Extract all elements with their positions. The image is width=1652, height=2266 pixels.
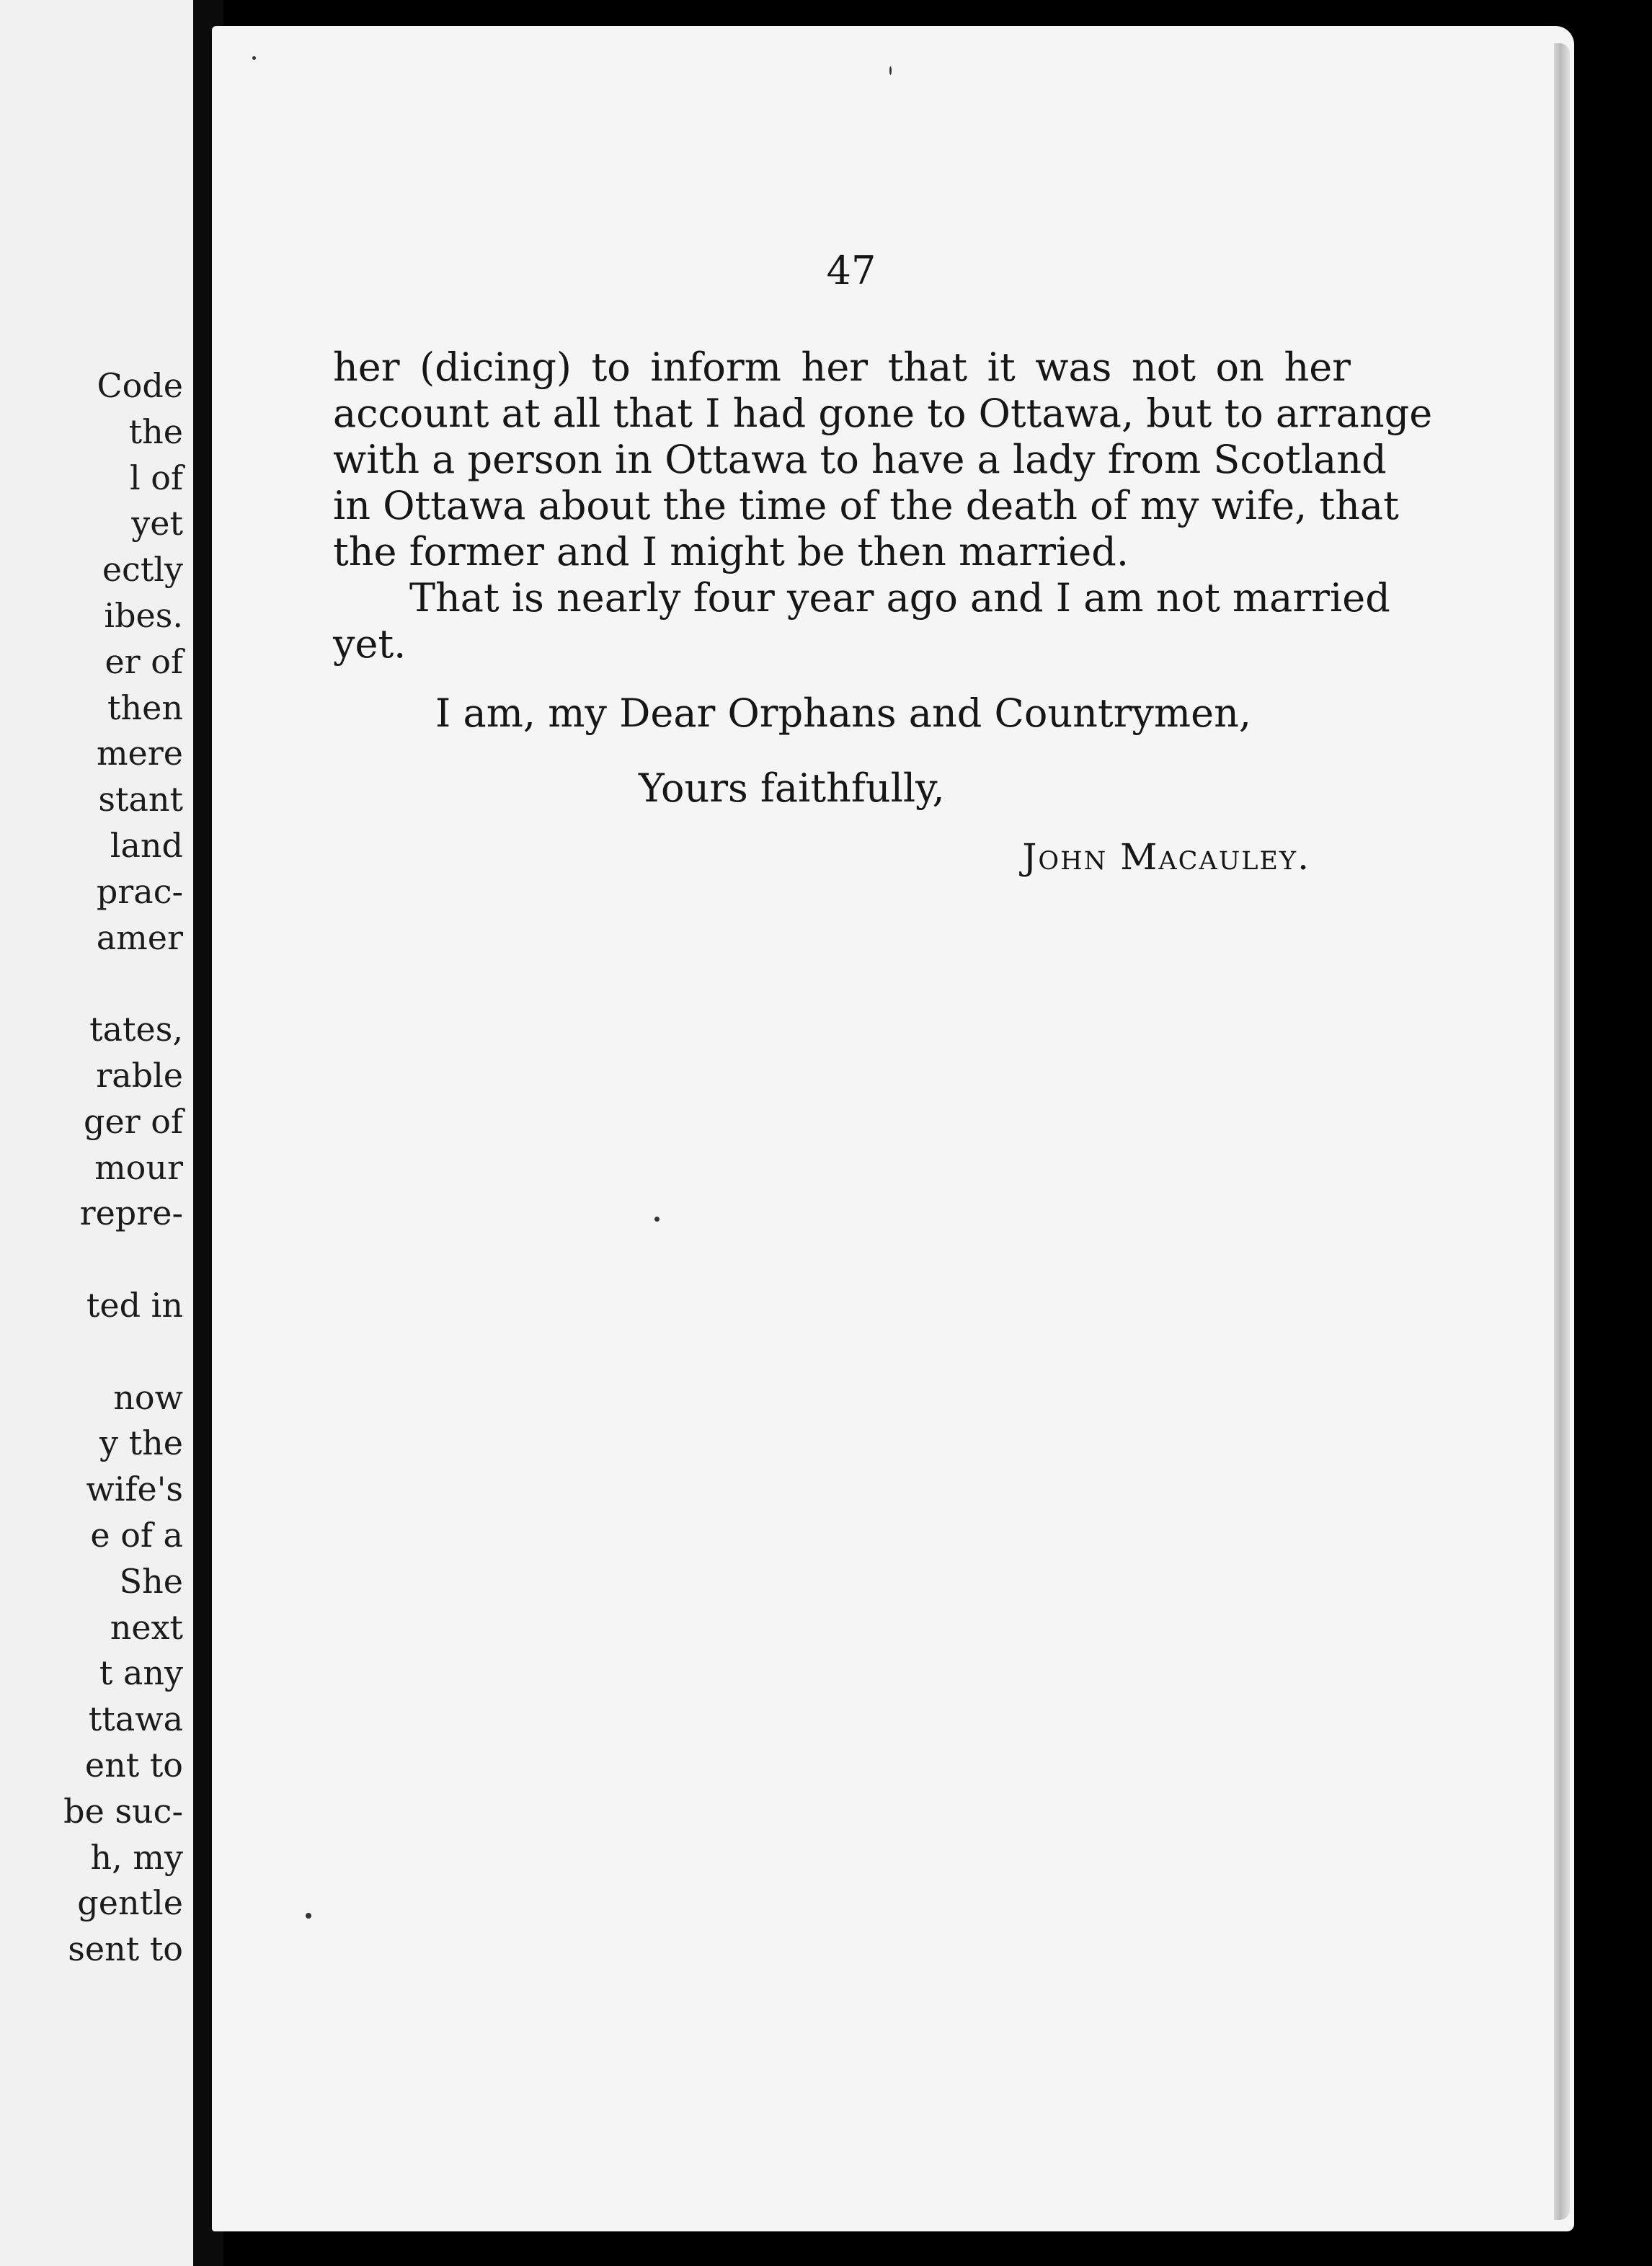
previous-page-line: ectly [102,550,183,589]
body-line: account at all that I had gone to Ottawa, but to arrange [333,391,1433,436]
signature: John Macauley. [1022,836,1310,878]
previous-page-line: mour [94,1148,183,1187]
previous-page-line: mere [96,734,183,773]
previous-page-line: y the [99,1423,183,1462]
closing-salutation: I am, my Dear Orphans and Countrymen, [435,690,1252,736]
previous-page-line: l of [129,458,183,497]
previous-page-line: er of [105,642,183,681]
paper-speck [306,1913,311,1919]
previous-page-line: gentle [77,1883,183,1922]
letter-body [333,345,1433,667]
previous-page-line: ibes. [104,596,183,635]
previous-page-line: Code [97,366,183,405]
previous-page-line: t any [99,1653,183,1692]
body-line: the former and I might be then married. [333,529,1129,574]
previous-page-line: ted in [86,1286,183,1325]
previous-page-line: ttawa [88,1700,183,1738]
valediction: Yours faithfully, [639,765,945,811]
body-line: with a person in Ottawa to have a lady from Scotland [333,437,1387,482]
previous-page-line: be suc- [63,1792,183,1831]
previous-page-line: She [119,1562,183,1601]
previous-page-line: ent to [84,1746,183,1785]
previous-page-line: repre- [79,1194,183,1232]
body-line: That is nearly four year ago and I am not married [409,575,1390,621]
previous-page-line: prac- [96,872,183,911]
body-line: her (dicing) to inform her that it was not on her [333,345,1351,390]
previous-page-line: yet [131,504,183,543]
previous-page-line: amer [96,918,183,957]
previous-page-line: land [110,826,183,865]
paper-speck [654,1217,660,1222]
previous-page-line: e of a [90,1516,183,1555]
previous-page-line: sent to [68,1929,183,1968]
previous-page-line: stant [98,780,183,819]
previous-page-line: then [107,688,183,727]
previous-page-line: rable [96,1056,183,1095]
previous-page-line: now [113,1378,183,1417]
previous-page-line: ger of [84,1102,183,1141]
previous-page-line: the [128,412,183,451]
paper-speck [252,56,256,60]
page-number: 47 [826,248,876,293]
previous-page-line: tates, [89,1010,183,1049]
body-line: in Ottawa about the time of the death of my wife, that [333,483,1399,528]
previous-page-line: h, my [90,1838,183,1877]
paper-speck [889,66,892,75]
previous-page-line: wife's [86,1470,183,1509]
body-line: yet. [333,621,407,667]
previous-page-fragment [0,0,193,2266]
previous-page-line: next [110,1608,183,1647]
page-edge [1554,43,1570,2220]
